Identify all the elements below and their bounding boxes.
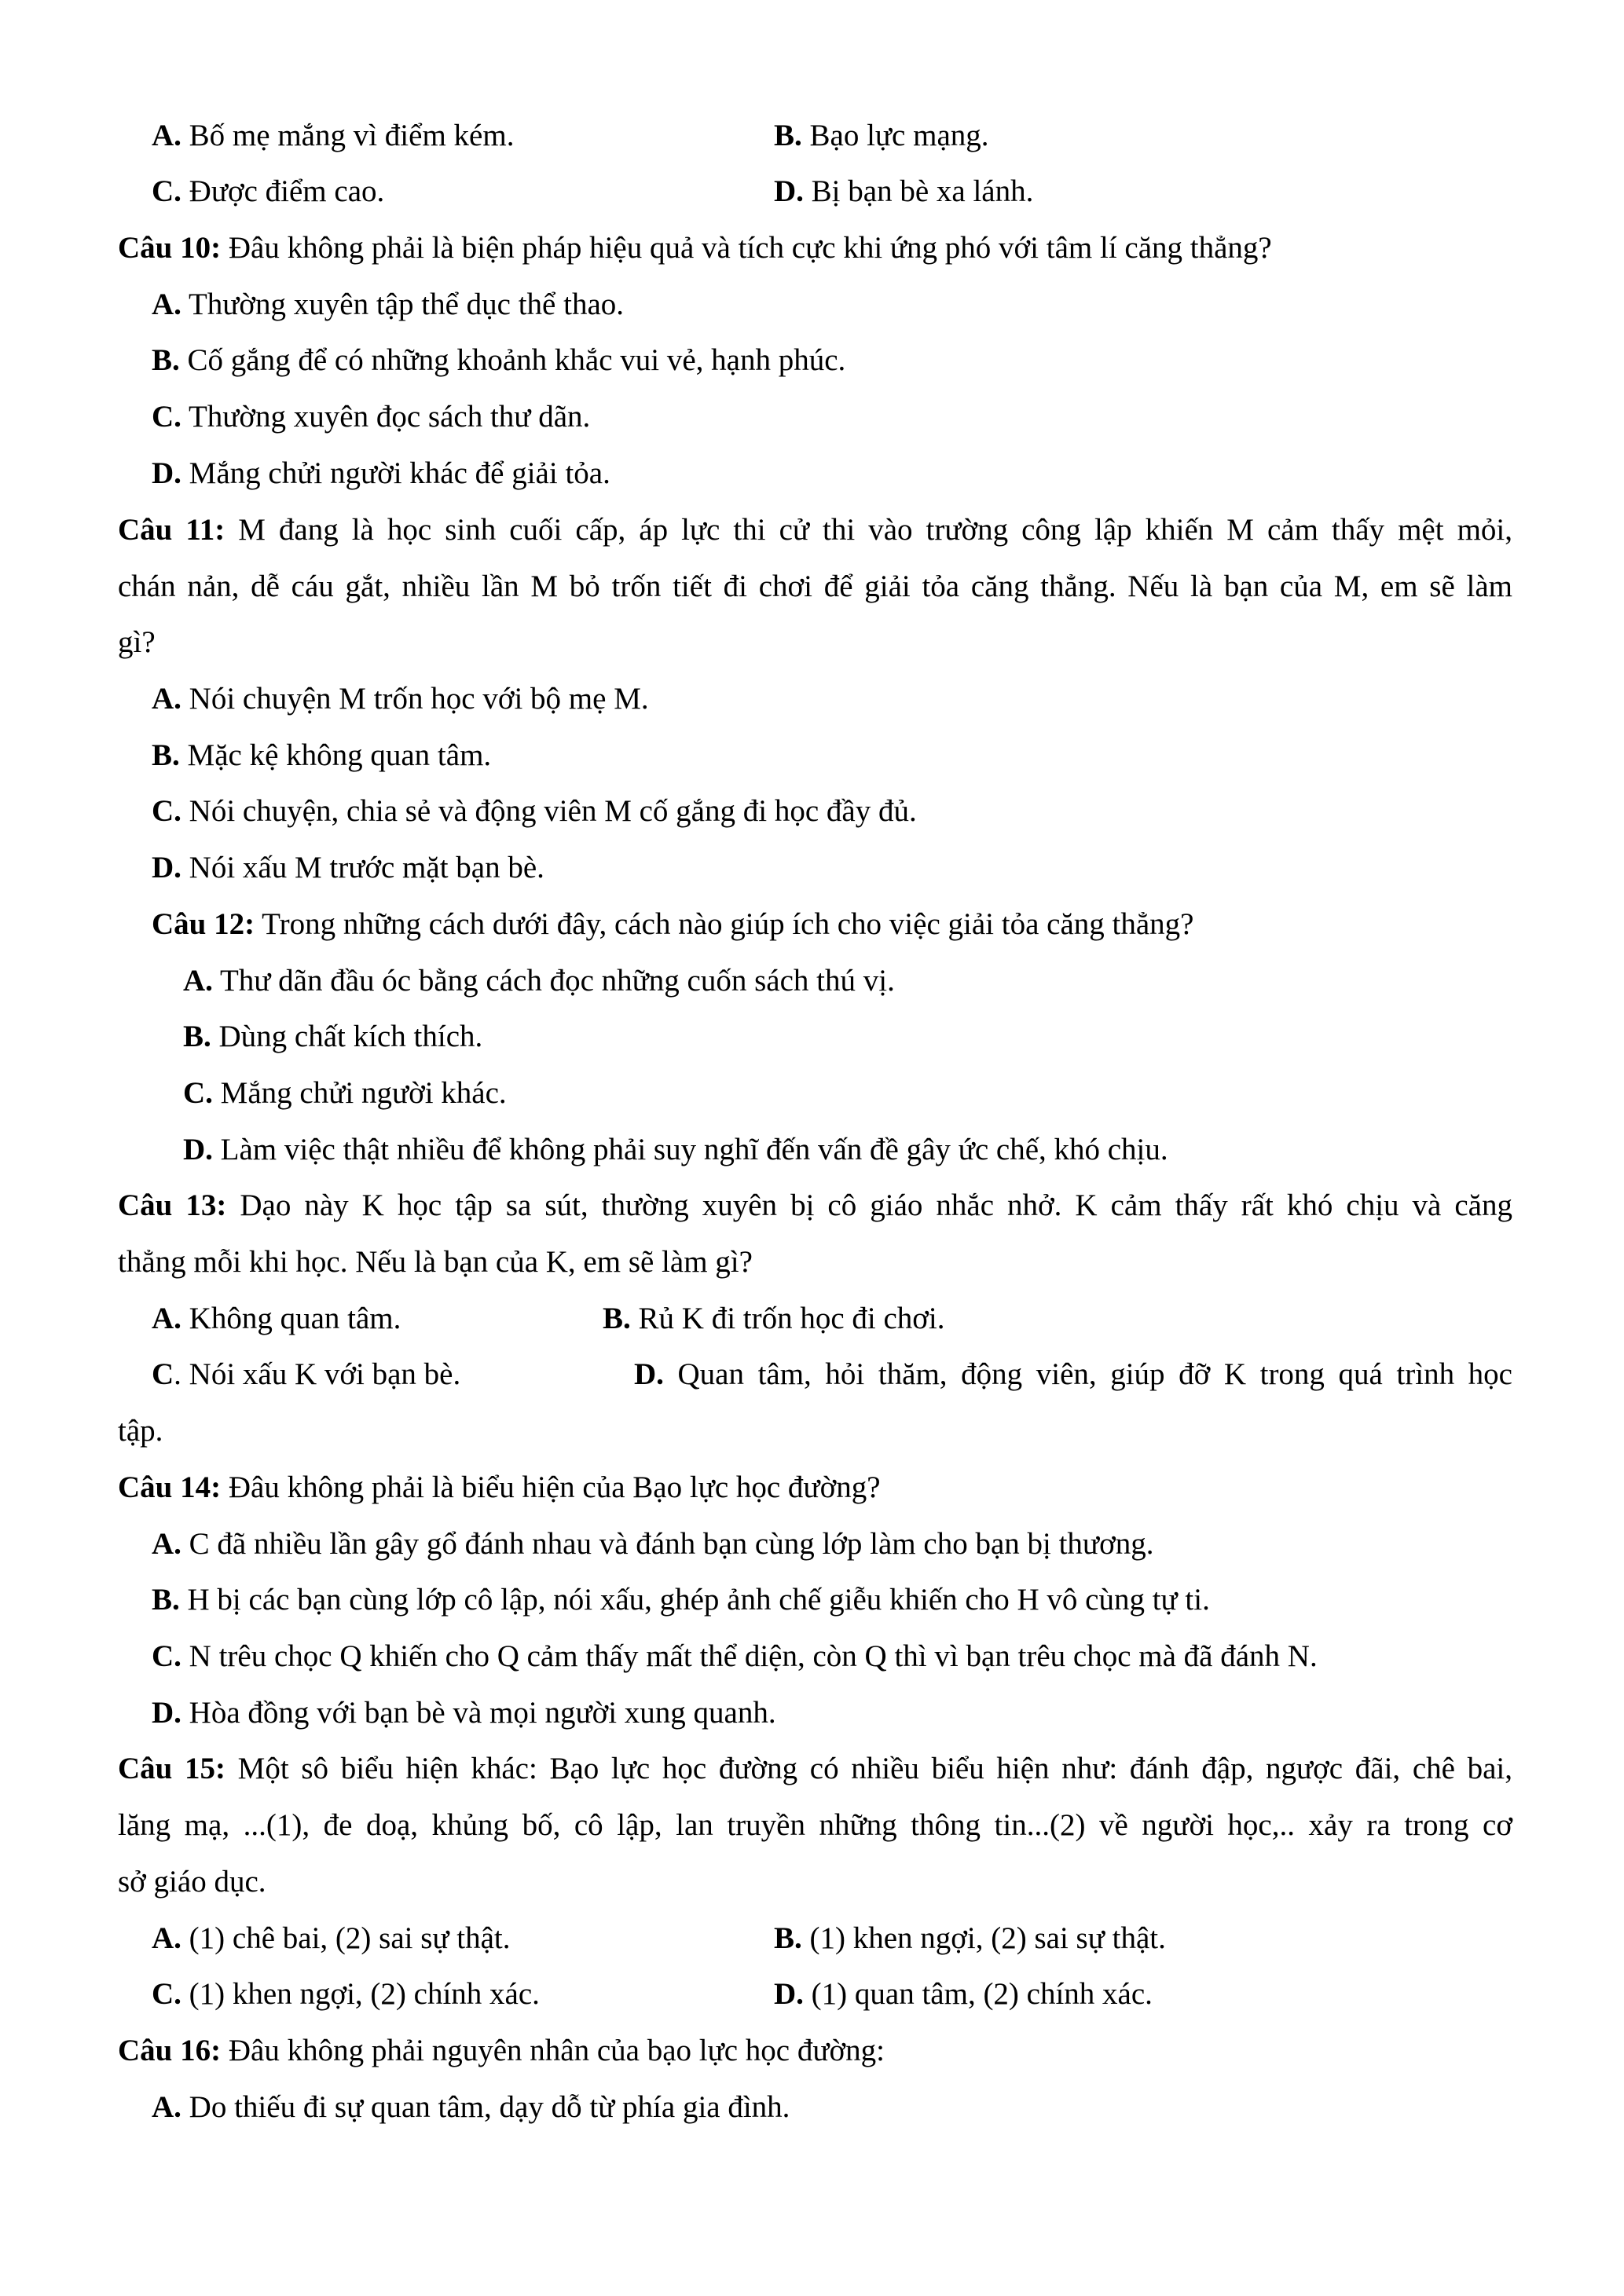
q12-option-b: B. Dùng chất kích thích.	[183, 1020, 483, 1053]
q11-option-a: A. Nói chuyện M trốn học với bộ mẹ M.	[152, 682, 649, 716]
q10-option-b: B. Cố gắng để có những khoảnh khắc vui vẻ, hạnh phúc.	[152, 343, 846, 377]
q12-option-c: C. Mắng chửi người khác.	[183, 1076, 507, 1110]
q13-option-b: B. Rủ K đi trốn học đi chơi.	[603, 1302, 945, 1335]
q16-question: Câu 16: Đâu không phải nguyên nhân của bạo lực học đường:	[118, 2034, 885, 2067]
q10-option-d: D. Mắng chửi người khác để giải tỏa.	[152, 456, 610, 490]
q13-option-c: C. Nói xấu K với bạn bè.	[152, 1357, 461, 1391]
q13-question-line2: thẳng mỗi khi học. Nếu là bạn của K, em sẽ làm gì?	[118, 1245, 753, 1279]
q11-question-line1: Câu 11: M đang là học sinh cuối cấp, áp lực thi cử thi vào trường công lập khiến M cảm thấy mệt mỏi,	[118, 513, 1512, 547]
q12-option-a: A. Thư dãn đầu óc bằng cách đọc những cuốn sách thú vị.	[183, 964, 895, 998]
q15-question-line1: Câu 15: Một sô biểu hiện khác: Bạo lực học đường có nhiều biểu hiện như: đánh đập, ngược đãi, chê bai,	[118, 1752, 1513, 1785]
q9-option-a: A. Bố mẹ mắng vì điểm kém.	[152, 119, 515, 152]
q9-option-c: C. Được điểm cao.	[152, 174, 385, 208]
q11-option-c: C. Nói chuyện, chia sẻ và động viên M cố gắng đi học đầy đủ.	[152, 794, 917, 828]
q16-option-a: A. Do thiếu đi sự quan tâm, dạy dỗ từ phía gia đình.	[152, 2090, 790, 2124]
q9-option-b: B. Bạo lực mạng.	[774, 119, 989, 152]
q14-option-a: A. C đã nhiều lần gây gổ đánh nhau và đánh bạn cùng lớp làm cho bạn bị thương.	[152, 1527, 1154, 1561]
q13-option-a: A. Không quan tâm.	[152, 1302, 401, 1335]
q11-option-b: B. Mặc kệ không quan tâm.	[152, 738, 492, 772]
q14-question: Câu 14: Đâu không phải là biểu hiện của Bạo lực học đường?	[118, 1470, 881, 1504]
q12-option-d: D. Làm việc thật nhiều để không phải suy nghĩ đến vấn đề gây ức chế, khó chịu.	[183, 1133, 1168, 1166]
q15-question-line3: sở giáo dục.	[118, 1865, 266, 1899]
q12-question: Câu 12: Trong những cách dưới đây, cách nào giúp ích cho việc giải tỏa căng thẳng?	[152, 907, 1194, 941]
q13-option-d-line1: D. Quan tâm, hỏi thăm, động viên, giúp đỡ K trong quá trình học	[634, 1357, 1512, 1391]
q10-option-c: C. Thường xuyên đọc sách thư dãn.	[152, 400, 591, 434]
q15-option-d: D. (1) quan tâm, (2) chính xác.	[774, 1977, 1153, 2011]
q14-option-d: D. Hòa đồng với bạn bè và mọi người xung quanh.	[152, 1696, 776, 1730]
q15-option-c: C. (1) khen ngợi, (2) chính xác.	[152, 1977, 540, 2011]
q13-question-line1: Câu 13: Dạo này K học tập sa sút, thường xuyên bị cô giáo nhắc nhở. K cảm thấy rất khó chịu và căng	[118, 1188, 1512, 1222]
q15-option-a: A. (1) chê bai, (2) sai sự thật.	[152, 1921, 511, 1955]
q14-option-c: C. N trêu chọc Q khiến cho Q cảm thấy mất thể diện, còn Q thì vì bạn trêu chọc mà đã đánh N.	[152, 1639, 1318, 1673]
q14-option-b: B. H bị các bạn cùng lớp cô lập, nói xấu, ghép ảnh chế giễu khiến cho H vô cùng tự ti.	[152, 1583, 1210, 1617]
q11-question-line3: gì?	[118, 625, 156, 659]
q13-option-d-line2: tập.	[118, 1414, 163, 1448]
q11-question-line2: chán nản, dễ cáu gắt, nhiều lần M bỏ trốn tiết đi chơi để giải tỏa căng thẳng. Nếu là bạn của M, em sẽ làm	[118, 569, 1512, 603]
q9-option-d: D. Bị bạn bè xa lánh.	[774, 174, 1034, 208]
q10-question: Câu 10: Đâu không phải là biện pháp hiệu quả và tích cực khi ứng phó với tâm lí căng thẳng?	[118, 231, 1272, 265]
q15-option-b: B. (1) khen ngợi, (2) sai sự thật.	[774, 1921, 1166, 1955]
q11-option-d: D. Nói xấu M trước mặt bạn bè.	[152, 851, 544, 884]
q10-option-a: A. Thường xuyên tập thể dục thể thao.	[152, 287, 625, 321]
q15-question-line2: lăng mạ, ...(1), đe doạ, khủng bố, cô lập, lan truyền những thông tin...(2) về người học,.. xảy ra trong cơ	[118, 1808, 1512, 1842]
